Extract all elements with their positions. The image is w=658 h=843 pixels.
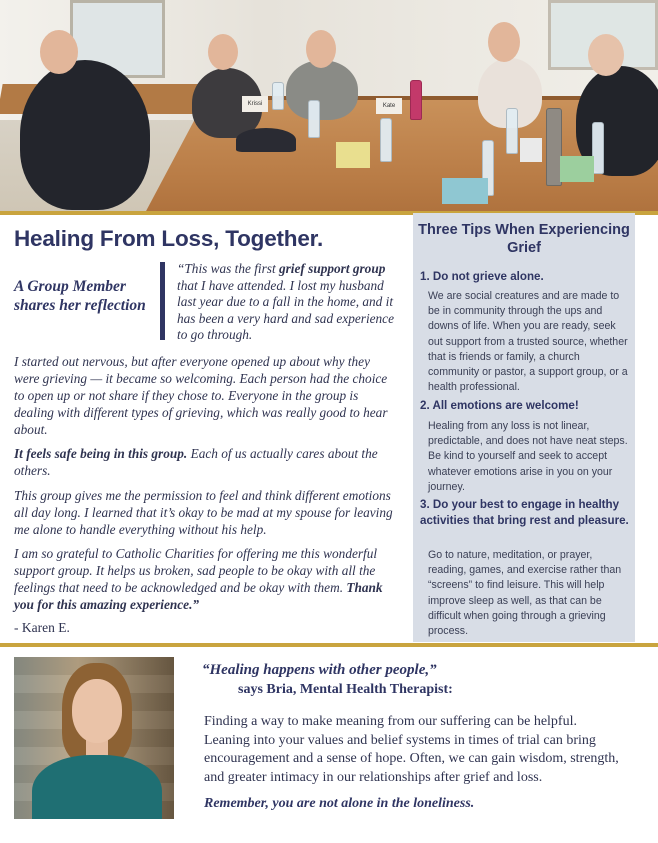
pull-quote-bar [160,262,165,340]
tent-card [520,138,542,162]
article-text: Each of us actually cares about the others. [14,446,378,478]
person-head [208,34,238,70]
shirt [32,755,162,819]
signature: - Karen E. [14,620,70,635]
tip-heading: 3. Do your best to engage in healthy activities that bring rest and pleasure. [420,498,629,527]
article-headline: Healing From Loss, Together. [14,226,324,251]
water-bottle [272,82,284,110]
face [72,679,122,743]
person-head [306,30,336,68]
therapist-message: Finding a way to make meaning from our suffering can be helpful. Leaning into your values and belief systems in times of trial can bring encouragement and a sense of hope. Often, we can gain wisdom, strength, and greater intimacy in our relationships after grief and loss. [204,714,619,785]
article-paragraph: I started out nervous, but after everyone opened up about why they were grieving — it became so welcoming. Each person had the choice to open up or not share if they chose to. Everyone in the group is dealing with different types of grieving, which was really good to hear about. [14,354,388,437]
pull-quote [177,261,399,344]
article-paragraph [14,545,398,613]
group-photo [0,0,658,212]
article-emphasis: Thank you for this amazing experience.” [14,580,383,612]
tip-body: Healing from any loss is not linear, predictable, and does not have neat steps. Be kind to yourself and seek to accept whatever emotions arise in you on your journey. [428,420,628,493]
article-paragraph [14,445,398,479]
person-seated [286,60,358,120]
name-tent-card: Kate [376,98,402,114]
therapist-portrait [14,657,174,819]
tip-body: Go to nature, meditation, or prayer, reading, games, and exercise rather than “screens” to find leisure. This will help improve sleep as well, as that can be difficult when going through a grieving process. [428,549,622,638]
person-seated [20,60,150,210]
water-bottle [380,118,392,162]
side-label: A Group Member shares her reflection [14,278,146,314]
tent-card [560,156,594,182]
person-head [588,34,624,76]
article-emphasis: It feels safe being in this group. [14,446,188,461]
water-bottle [506,108,518,154]
tent-card [442,178,488,204]
pull-quote-emphasis: grief support group [278,261,386,276]
article-text: I am so grateful to Catholic Charities for offering me this wonderful support group. It helps us broken, sad people to be okay with all the feelings that need to be acknowledged and be okay with them. [14,546,378,595]
pull-quote-open: “This was the first [177,261,279,276]
person-head [40,30,78,74]
name-tent-card: Krissi [242,96,268,112]
closing-line: Remember, you are not alone in the loneliness. [204,796,475,811]
water-bottle [308,100,320,138]
tent-card [336,142,370,168]
pull-quote-rest: that I have attended. I lost my husband last year due to a fall in the home, and it has been a very hard and sad experience to go through. [177,277,394,343]
tips-title: Three Tips When Experiencing Grief [418,222,630,256]
cap [236,128,296,152]
tip-heading: 1. Do not grieve alone. [420,270,544,283]
therapist-attribution: says Bria, Mental Health Therapist: [238,682,453,697]
gold-divider [0,643,658,647]
therapist-quote: “Healing happens with other people,” [202,662,437,678]
tips-panel [413,213,635,642]
pink-bottle [410,80,422,120]
tip-body: We are social creatures and are made to be in community through the ups and downs of life. When you are ready, seek out support from a trusted source, whether that is friends or family, a church community or pastor, a support group, or a health professional. [428,290,628,394]
article-paragraph: This group gives me the permission to feel and think different emotions all day long. I learned that it’s okay to be mad at my spouse for leaving me alone to handle everything without his help. [14,488,393,537]
person-head [488,22,520,62]
tip-heading: 2. All emotions are welcome! [420,399,579,412]
